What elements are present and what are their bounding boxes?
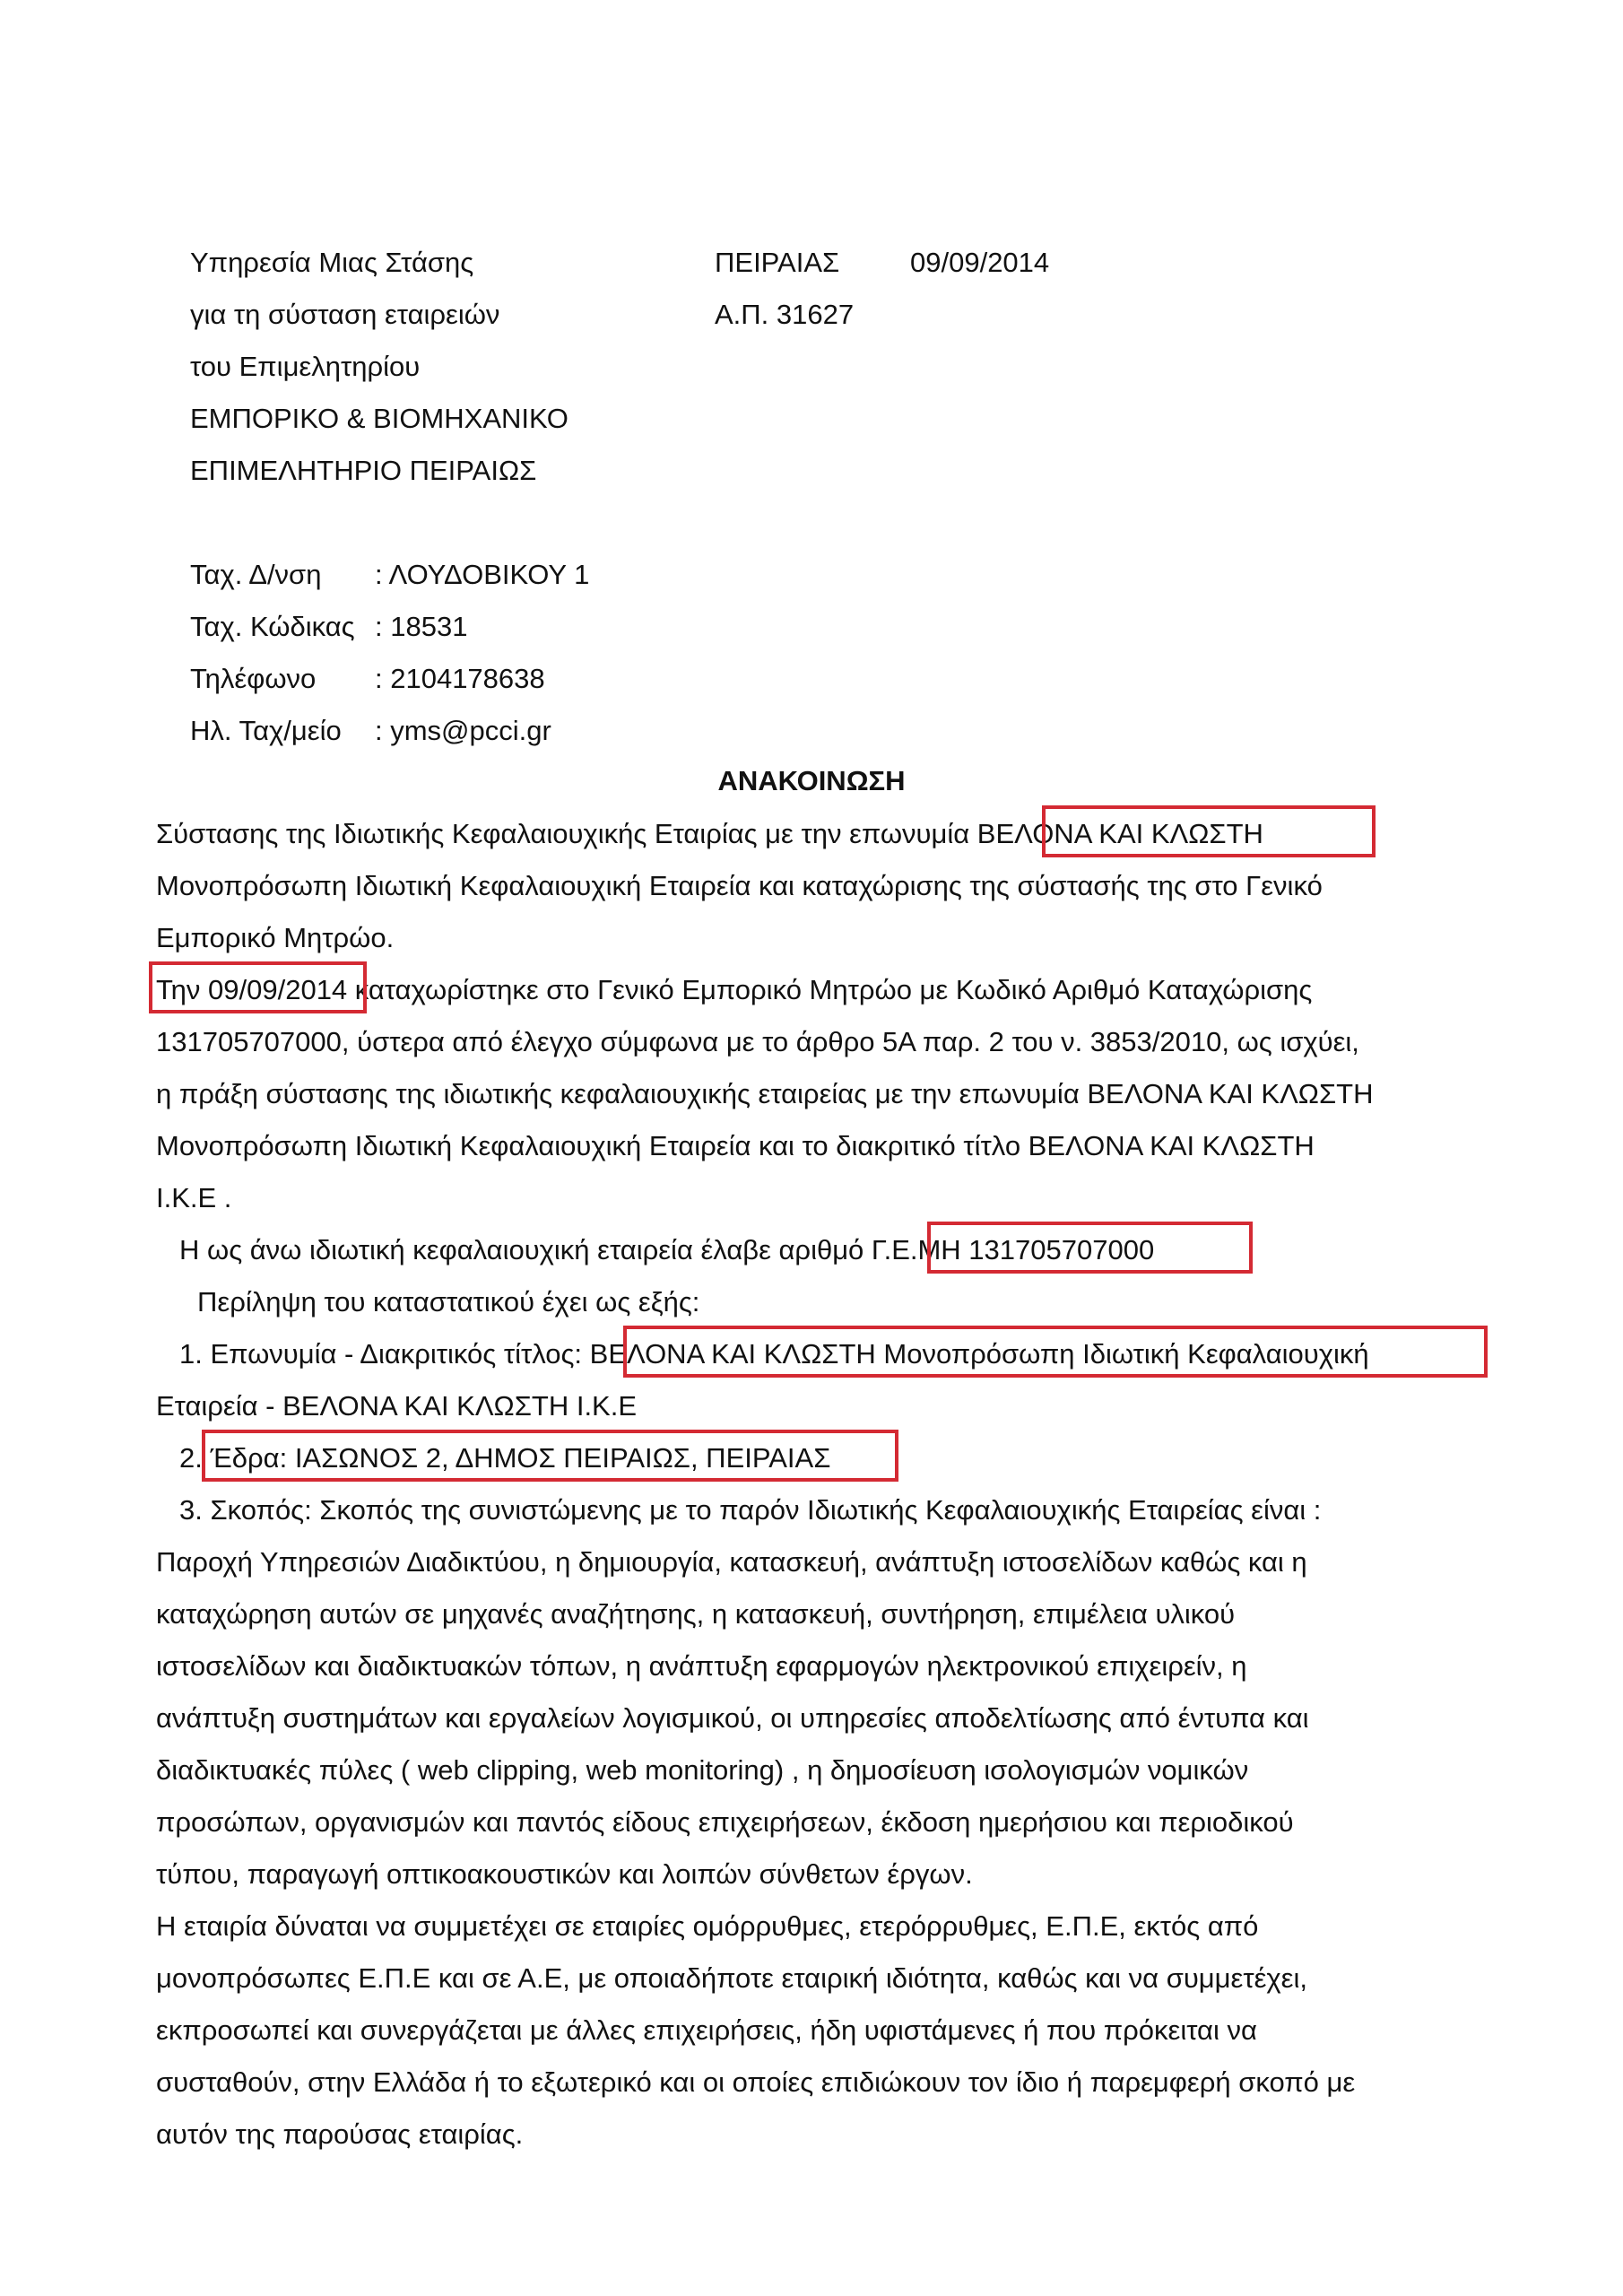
body-line-10: Περίληψη του καταστατικού έχει ως εξής: <box>197 1286 700 1318</box>
body-line-25: συσταθούν, στην Ελλάδα ή το εξωτερικό και οι οποίες επιδιώκουν τον ίδιο ή παρεμφερή σκοπό με <box>156 2066 1356 2098</box>
body-line-12: Εταιρεία - ΒΕΛΟΝΑ ΚΑΙ ΚΛΩΣΤΗ Ι.Κ.Ε <box>156 1390 638 1422</box>
contact-label-phone: Τηλέφωνο <box>190 663 317 694</box>
contact-label-postcode: Ταχ. Κώδικας <box>190 611 355 642</box>
body-line-1: Σύστασης της Ιδιωτικής Κεφαλαιουχικής Εταιρίας με την επωνυμία ΒΕΛΟΝΑ ΚΑΙ ΚΛΩΣΤΗ <box>156 818 1263 849</box>
body-line-20: προσώπων, οργανισμών και παντός είδους επιχειρήσεων, έκδοση ημερήσιου και περιοδικού <box>156 1806 1294 1838</box>
body-line-11: 1. Επωνυμία - Διακριτικός τίτλος: ΒΕΛΟΝΑ ΚΑΙ ΚΛΩΣΤΗ Μονοπρόσωπη Ιδιωτική Κεφαλαιουχική <box>179 1338 1369 1370</box>
body-line-14: 3. Σκοπός: Σκοπός της συνιστώμενης με το παρόν Ιδιωτικής Κεφαλαιουχικής Εταιρείας είναι : <box>179 1494 1322 1526</box>
contact-label-address: Ταχ. Δ/νση <box>190 559 322 590</box>
contact-value-postcode: : 18531 <box>375 611 468 642</box>
sender-line-4: ΕΜΠΟΡΙΚΟ & ΒΙΟΜΗΧΑΝΙΚΟ <box>190 403 568 434</box>
body-line-18: ανάπτυξη συστημάτων και εργαλείων λογισμικού, οι υπηρεσίες αποδελτίωσης από έντυπα και <box>156 1702 1309 1734</box>
contact-label-email: Ηλ. Ταχ/μείο <box>190 715 342 746</box>
body-line-23: μονοπρόσωπες Ε.Π.Ε και σε Α.Ε, με οποιαδήποτε εταιρική ιδιότητα, καθώς και να συμμετέχει, <box>156 1962 1308 1994</box>
sender-line-3: του Επιμελητηρίου <box>190 351 421 382</box>
body-line-22: Η εταιρία δύναται να συμμετέχει σε εταιρίες ομόρρυθμες, ετερόρρυθμες, Ε.Π.Ε, εκτός από <box>156 1910 1259 1942</box>
contact-value-phone: : 2104178638 <box>375 663 545 694</box>
body-line-5: 131705707000, ύστερα από έλεγχο σύμφωνα με το άρθρο 5Α παρ. 2 του ν. 3853/2010, ως ισχύει, <box>156 1026 1359 1057</box>
body-line-2: Μονοπρόσωπη Ιδιωτική Κεφαλαιουχική Εταιρεία και καταχώρισης της σύστασής της στο Γενικό <box>156 870 1323 901</box>
body-line-19: διαδικτυακές πύλες ( web clipping, web monitoring) , η δημοσίευση ισολογισμών νομικών <box>156 1754 1249 1786</box>
body-line-13: 2. Έδρα: ΙΑΣΩΝΟΣ 2, ΔΗΜΟΣ ΠΕΙΡΑΙΩΣ, ΠΕΙΡΑΙΑΣ <box>179 1442 831 1474</box>
body-line-9: Η ως άνω ιδιωτική κεφαλαιουχική εταιρεία έλαβε αριθμό Γ.Ε.ΜΗ 131705707000 <box>179 1234 1155 1265</box>
sender-line-5: ΕΠΙΜΕΛΗΤΗΡΙΟ ΠΕΙΡΑΙΩΣ <box>190 455 537 486</box>
page-title: ΑΝΑΚΟΙΝΩΣΗ <box>717 765 906 796</box>
body-line-16: καταχώρηση αυτών σε μηχανές αναζήτησης, η κατασκευή, συντήρηση, επιμέλεια υλικού <box>156 1598 1236 1630</box>
body-line-17: ιστοσελίδων και διαδικτυακών τόπων, η ανάπτυξη εφαρμογών ηλεκτρονικού επιχειρείν, η <box>156 1650 1247 1682</box>
body-line-21: τύπου, παραγωγή οπτικοακουστικών και λοιπών σύνθετων έργων. <box>156 1858 973 1890</box>
body-line-6: η πράξη σύστασης της ιδιωτικής κεφαλαιουχικής εταιρείας με την επωνυμία ΒΕΛΟΝΑ ΚΑΙ ΚΛΩΣΤΗ <box>156 1078 1374 1109</box>
contact-value-address: : ΛΟΥΔΟΒΙΚΟΥ 1 <box>375 559 590 590</box>
sender-line-2: για τη σύσταση εταιρειών <box>190 299 500 330</box>
header-protocol: Α.Π. 31627 <box>715 299 855 330</box>
body-line-26: αυτόν της παρούσας εταιρίας. <box>156 2118 524 2150</box>
body-line-8: Ι.Κ.Ε . <box>156 1182 232 1213</box>
body-line-7: Μονοπρόσωπη Ιδιωτική Κεφαλαιουχική Εταιρεία και το διακριτικό τίτλο ΒΕΛΟΝΑ ΚΑΙ ΚΛΩΣΤΗ <box>156 1130 1315 1161</box>
contact-value-email[interactable]: : yms@pcci.gr <box>375 715 551 746</box>
body-line-15: Παροχή Υπηρεσιών Διαδικτύου, η δημιουργία, κατασκευή, ανάπτυξη ιστοσελίδων καθώς και η <box>156 1546 1307 1578</box>
sender-line-1: Υπηρεσία Μιας Στάσης <box>190 247 474 278</box>
body-line-4: Την 09/09/2014 καταχωρίστηκε στο Γενικό Εμπορικό Μητρώο με Κωδικό Αριθμό Καταχώρισης <box>156 974 1313 1005</box>
body-line-24: εκπροσωπεί και συνεργάζεται με άλλες επιχειρήσεις, ήδη υφιστάμενες ή που πρόκειται να <box>156 2014 1257 2046</box>
header-date: 09/09/2014 <box>910 247 1050 278</box>
body-line-3: Εμπορικό Μητρώο. <box>156 922 395 953</box>
header-city: ΠΕΙΡΑΙΑΣ <box>715 247 840 278</box>
